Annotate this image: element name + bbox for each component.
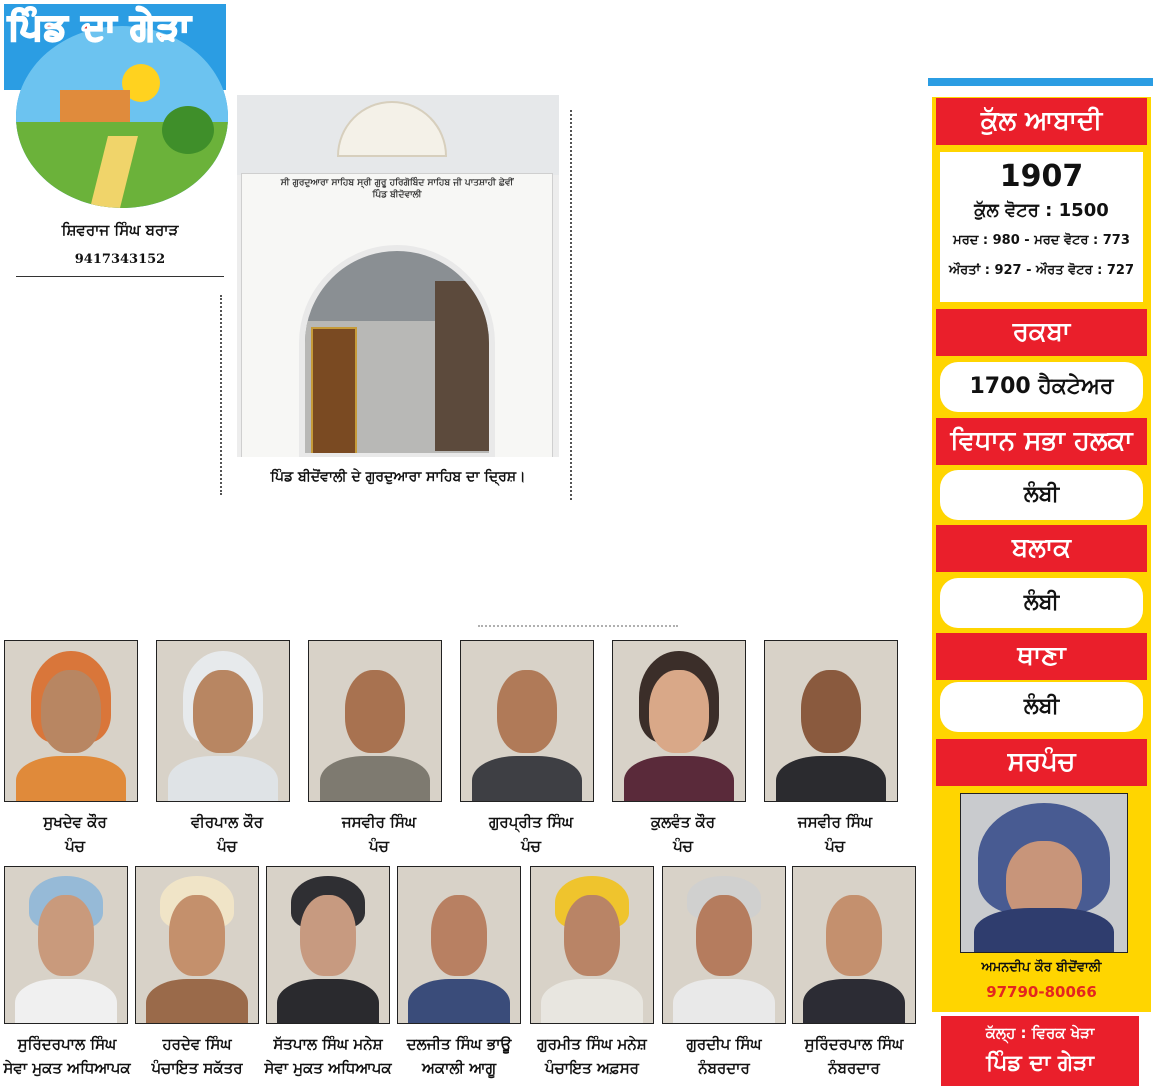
notable-name: ਗੁਰਮੀਤ ਸਿੰਘ ਮਨੇਸ਼ xyxy=(537,1035,647,1053)
portrait-notable-3 xyxy=(266,866,390,1024)
notable-role: ਨੰਬਰਦਾਰ xyxy=(828,1059,880,1077)
area-heading: ਰਕਬਾ xyxy=(936,309,1147,356)
population-box xyxy=(940,152,1143,302)
next-edition-box xyxy=(941,1016,1139,1086)
notable-name: ਸੱਤਪਾਲ ਸਿੰਘ ਮਨੇਸ਼ xyxy=(273,1035,383,1053)
notable-role: ਅਕਾਲੀ ਆਗੂ xyxy=(421,1059,497,1077)
panch-name: ਵੀਰਪਾਲ ਕੌਰ xyxy=(190,813,264,831)
reporter-phone: 9417343152 xyxy=(74,252,166,267)
portrait-panch-5 xyxy=(612,640,746,802)
reporter-name: ਸ਼ਿਵਰਾਜ ਸਿੰਘ ਬਰਾੜ xyxy=(61,221,179,239)
panch-role: ਪੰਚ xyxy=(369,837,389,855)
notable-name: ਗੁਰਦੀਪ ਸਿੰਘ xyxy=(686,1035,762,1053)
next-village: ਕੱਲ੍ਹ : ਵਿਰਕ ਖੇੜਾ xyxy=(985,1024,1095,1042)
logo-title: ਪਿੰਡ ਦਾ ਗੇੜਾ xyxy=(8,7,192,48)
column-rule xyxy=(570,110,574,500)
women-count: ਔਰਤਾਂ : 927 - ਔਰਤ ਵੋਟਰ : 727 xyxy=(948,263,1135,278)
notable-role: ਪੰਚਾਇਤ ਅਫ਼ਸਰ xyxy=(545,1059,639,1077)
panch-role: ਪੰਚ xyxy=(825,837,845,855)
portrait-panch-1 xyxy=(4,640,138,802)
panch-role: ਪੰਚ xyxy=(673,837,693,855)
portrait-notable-5 xyxy=(530,866,654,1024)
notable-role: ਸੇਵਾ ਮੁਕਤ ਅਧਿਆਪਕ xyxy=(264,1059,392,1077)
block-value: ਲੰਬੀ xyxy=(940,578,1143,628)
panch-name: ਸੁਖਦੇਵ ਕੌਰ xyxy=(43,813,107,831)
portrait-panch-2 xyxy=(156,640,290,802)
sarpanch-heading: ਸਰਪੰਚ xyxy=(936,739,1147,786)
panch-role: ਪੰਚ xyxy=(217,837,237,855)
gurdwara-photo xyxy=(237,95,559,457)
series-title: ਪਿੰਡ ਦਾ ਗੇੜਾ xyxy=(986,1051,1094,1076)
portrait-panch-4 xyxy=(460,640,594,802)
notable-name: ਸੁਰਿੰਦਰਪਾਲ ਸਿੰਘ xyxy=(804,1035,904,1053)
area-value: 1700 ਹੈਕਟੇਅਰ xyxy=(940,362,1143,412)
block-heading: ਬਲਾਕ xyxy=(936,525,1147,572)
police-station-heading: ਥਾਣਾ xyxy=(936,633,1147,680)
men-count: ਮਰਦ : 980 - ਮਰਦ ਵੋਟਰ : 773 xyxy=(953,233,1130,248)
sarpanch-name: ਅਮਨਦੀਪ ਕੌਰ ਬੀਦੋਂਵਾਲੀ xyxy=(981,960,1102,975)
panch-role: ਪੰਚ xyxy=(65,837,85,855)
panch-name: ਗੁਰਪ੍ਰੀਤ ਸਿੰਘ xyxy=(488,813,574,831)
police-station-value: ਲੰਬੀ xyxy=(940,682,1143,732)
portrait-panch-6 xyxy=(764,640,898,802)
panch-name: ਕੁਲਵੰਤ ਕੌਰ xyxy=(650,813,716,831)
constituency-value: ਲੰਬੀ xyxy=(940,470,1143,520)
constituency-heading: ਵਿਧਾਨ ਸਭਾ ਹਲਕਾ xyxy=(936,418,1147,465)
gate-sign-text: ਸੀ ਗੁਰਦੁਆਰਾ ਸਾਹਿਬ ਸ੍ਰੀ ਗੁਰੂ ਹਰਿਗੋਬਿੰਦ ਸਾਹਿਬ ਜੀ ਪਾਤਸ਼ਾਹੀ ਛੇਵੀਂ ਪਿੰਡ ਬੀਦੋਵਾਲੀ xyxy=(280,178,514,200)
sarpanch-photo xyxy=(960,793,1128,953)
population-heading: ਕੁੱਲ ਆਬਾਦੀ xyxy=(936,98,1147,145)
notable-name: ਦਲਜੀਤ ਸਿੰਘ ਭਾਊ xyxy=(406,1035,512,1053)
portrait-notable-1 xyxy=(4,866,128,1024)
portrait-notable-6 xyxy=(662,866,786,1024)
notable-name: ਸੁਰਿੰਦਰਪਾਲ ਸਿੰਘ xyxy=(17,1035,117,1053)
faded-text-line xyxy=(478,625,678,633)
portrait-panch-3 xyxy=(308,640,442,802)
portrait-notable-7 xyxy=(792,866,916,1024)
notable-role: ਪੰਚਾਇਤ ਸਕੱਤਰ xyxy=(151,1059,243,1077)
logo-illustration xyxy=(16,26,228,208)
population-total: 1907 xyxy=(999,159,1084,194)
notable-name: ਹਰਦੇਵ ਸਿੰਘ xyxy=(162,1035,232,1053)
photo-caption: ਪਿੰਡ ਬੀਦੋਂਵਾਲੀ ਦੇ ਗੁਰਦੁਆਰਾ ਸਾਹਿਬ ਦਾ ਦ੍ਰਿਸ਼। xyxy=(270,469,526,485)
notable-role: ਨੰਬਰਦਾਰ xyxy=(698,1059,750,1077)
portrait-notable-2 xyxy=(135,866,259,1024)
notable-role: ਸੇਵਾ ਮੁਕਤ ਅਧਿਆਪਕ xyxy=(3,1059,131,1077)
panel-top-rule xyxy=(928,78,1153,86)
portrait-notable-4 xyxy=(397,866,521,1024)
panch-role: ਪੰਚ xyxy=(521,837,541,855)
column-rule xyxy=(220,295,224,495)
voters-total: ਕੁੱਲ ਵੋਟਰ : 1500 xyxy=(974,200,1109,221)
panch-name: ਜਸਵੀਰ ਸਿੰਘ xyxy=(341,813,417,831)
sarpanch-phone: 97790-80066 xyxy=(986,983,1097,1001)
panch-name: ਜਸਵੀਰ ਸਿੰਘ xyxy=(797,813,873,831)
divider xyxy=(16,276,224,277)
